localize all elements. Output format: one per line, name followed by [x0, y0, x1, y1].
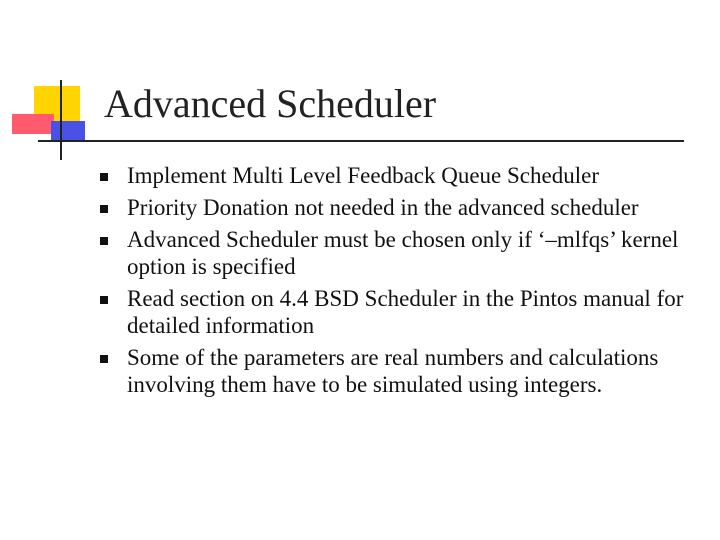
- bullet-item: [100, 285, 690, 339]
- bullet-text: Priority Donation not needed in the advanced scheduler: [127, 195, 639, 220]
- bullet-item: [100, 344, 690, 398]
- bullet-item: [100, 162, 690, 189]
- bullet-square-icon: [100, 237, 108, 245]
- bullet-square-icon: [100, 355, 108, 363]
- bullet-list: [100, 162, 690, 403]
- bullet-item: [100, 226, 690, 280]
- bullet-square-icon: [100, 296, 108, 304]
- title-underline: [38, 140, 684, 142]
- logo-blue-bar: [51, 121, 85, 140]
- bullet-square-icon: [100, 205, 108, 213]
- bullet-item: [100, 194, 690, 221]
- bullet-text: Some of the parameters are real numbers and calculations involving them have to be simulated using integers.: [127, 345, 659, 397]
- bullet-text: Advanced Scheduler must be chosen only if ‘–mlfqs’ kernel option is specified: [127, 227, 679, 279]
- logo-red-bar: [12, 114, 54, 134]
- logo-vertical-line: [60, 80, 62, 160]
- bullet-text: Implement Multi Level Feedback Queue Scheduler: [127, 163, 599, 188]
- bullet-square-icon: [100, 173, 108, 181]
- bullet-text: Read section on 4.4 BSD Scheduler in the Pintos manual for detailed information: [127, 286, 684, 338]
- slide-title: Advanced Scheduler: [104, 81, 437, 126]
